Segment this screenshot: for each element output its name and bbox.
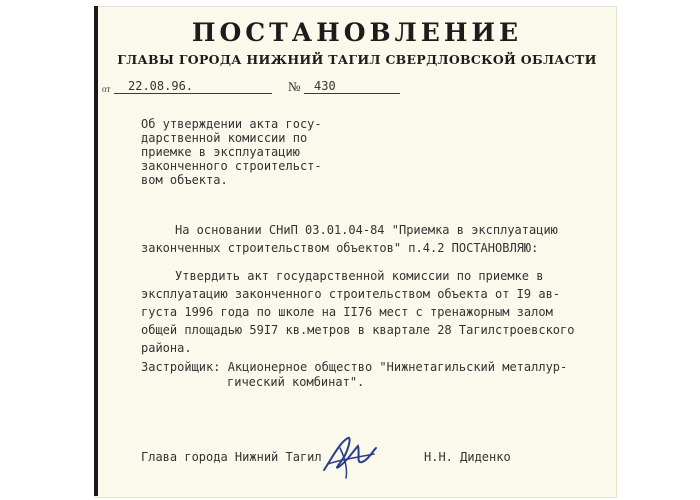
subject-line: вом объекта. — [141, 173, 228, 187]
subject-line: Об утверждении акта госу- — [141, 117, 322, 131]
decision-line: общей площадью 59I7 кв.метров в квартале 28 Тагилстроевского — [141, 323, 575, 337]
decision-line: густа 1996 года по школе на II76 мест с тренажорным залом — [141, 305, 553, 319]
document-number: 430 — [314, 79, 336, 93]
decision-line: Утвердить акт государственной комиссии по приемке в — [175, 269, 544, 283]
signer-title: Глава города Нижний Тагил — [141, 450, 322, 464]
developer-line: Застройщик: Акционерное общество "Нижнетагильский металлур- — [141, 360, 568, 374]
number-prefix: № — [288, 79, 301, 94]
subject-line: дарственной комиссии по — [141, 131, 308, 145]
page-edge-shadow — [94, 6, 98, 496]
document-date: 22.08.96. — [128, 79, 194, 93]
number-underline — [304, 93, 400, 94]
document-title: ПОСТАНОВЛЕНИЕ — [191, 18, 523, 47]
decision-line: района. — [141, 341, 192, 355]
handwritten-signature — [318, 430, 382, 482]
date-underline — [114, 93, 272, 94]
developer-line: гический комбинат". — [227, 375, 365, 389]
date-prefix: от — [102, 84, 111, 94]
signer-name: Н.Н. Диденко — [424, 450, 511, 464]
document-subtitle: ГЛАВЫ ГОРОДА НИЖНИЙ ТАГИЛ СВЕРДЛОВСКОЙ ОБЛАСТИ — [117, 52, 597, 67]
basis-line: законченных строительством объектов" п.4.2 ПОСТАНОВЛЯЮ: — [141, 241, 539, 255]
decision-line: эксплуатацию законченного строительством объекта от I9 ав- — [141, 287, 561, 301]
basis-line: На основании СНиП 03.01.04-84 "Приемка в эксплуатацию — [175, 223, 558, 237]
subject-line: законченного строительст- — [141, 159, 322, 173]
subject-line: приемке в эксплуатацию — [141, 145, 300, 159]
